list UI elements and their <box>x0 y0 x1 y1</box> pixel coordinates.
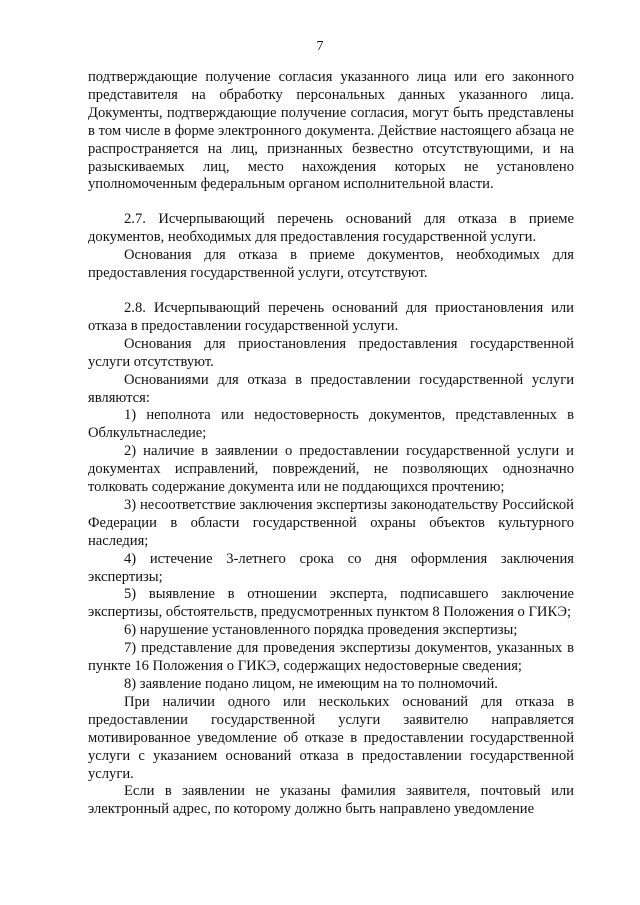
list-item: 7) представление для проведения экспертизы документов, указанных в пункте 16 Положения о ГИКЭ, содержащих недостоверные сведения; <box>88 640 574 675</box>
section-heading: 2.8. Исчерпывающий перечень оснований для приостановления или отказа в предоставлении государственной услуги. <box>88 299 574 334</box>
list-item: 1) неполнота или недостоверность документов, представленных в Облкультнаследие; <box>88 407 574 442</box>
list-item: 2) наличие в заявлении о предоставлении государственной услуги и документах исправлений, повреждений, не позволяющих однозначно толковать содержание документа или не поддающихся прочтению; <box>88 443 574 496</box>
document-body <box>88 69 574 819</box>
paragraph: подтверждающие получение согласия указанного лица или его законного представителя на обработку персональных данных указанного лица. Документы, подтверждающие получение согласия, могут быть представлены в том числе в форме электронного документа. Действие настоящего абзаца не распространяется на лиц, признанных безвестно отсутствующими, и на разыскиваемых лиц, место нахождения которых не установлено уполномоченным федеральным органом исполнительной власти. <box>88 69 574 193</box>
list-item: 6) нарушение установленного порядка проведения экспертизы; <box>124 622 518 639</box>
list-item: 3) несоответствие заключения экспертизы законодательству Российской Федерации в области государственной охраны объектов культурного наследия; <box>88 496 574 549</box>
list-item: 4) истечение 3-летнего срока со дня оформления заключения экспертизы; <box>88 550 574 585</box>
page-number: 7 <box>316 39 324 54</box>
paragraph: Если в заявлении не указаны фамилия заявителя, почтовый или электронный адрес, по которому должно быть направлено уведомление <box>88 783 574 818</box>
list-item: 8) заявление подано лицом, не имеющим на то полномочий. <box>124 676 498 692</box>
paragraph: Основаниями для отказа в предоставлении государственной услуги являются: <box>88 371 574 406</box>
list-item: 5) выявление в отношении эксперта, подписавшего заключение экспертизы, обстоятельств, предусмотренных пунктом 8 Положения о ГИКЭ; <box>88 586 574 621</box>
section-heading: 2.7. Исчерпывающий перечень оснований для отказа в приеме документов, необходимых для предоставления государственной услуги. <box>88 211 574 246</box>
paragraph: При наличии одного или нескольких оснований для отказа в предоставлении государственной услуги заявителю направляется мотивированное уведомление об отказе в предоставлении государственной услуги с указанием оснований отказа в предоставлении государственной услуги. <box>88 693 574 782</box>
paragraph: Основания для отказа в приеме документов, необходимых для предоставления государственной услуги, отсутствуют. <box>88 247 574 282</box>
paragraph: Основания для приостановления предоставления государственной услуги отсутствуют. <box>88 335 574 370</box>
